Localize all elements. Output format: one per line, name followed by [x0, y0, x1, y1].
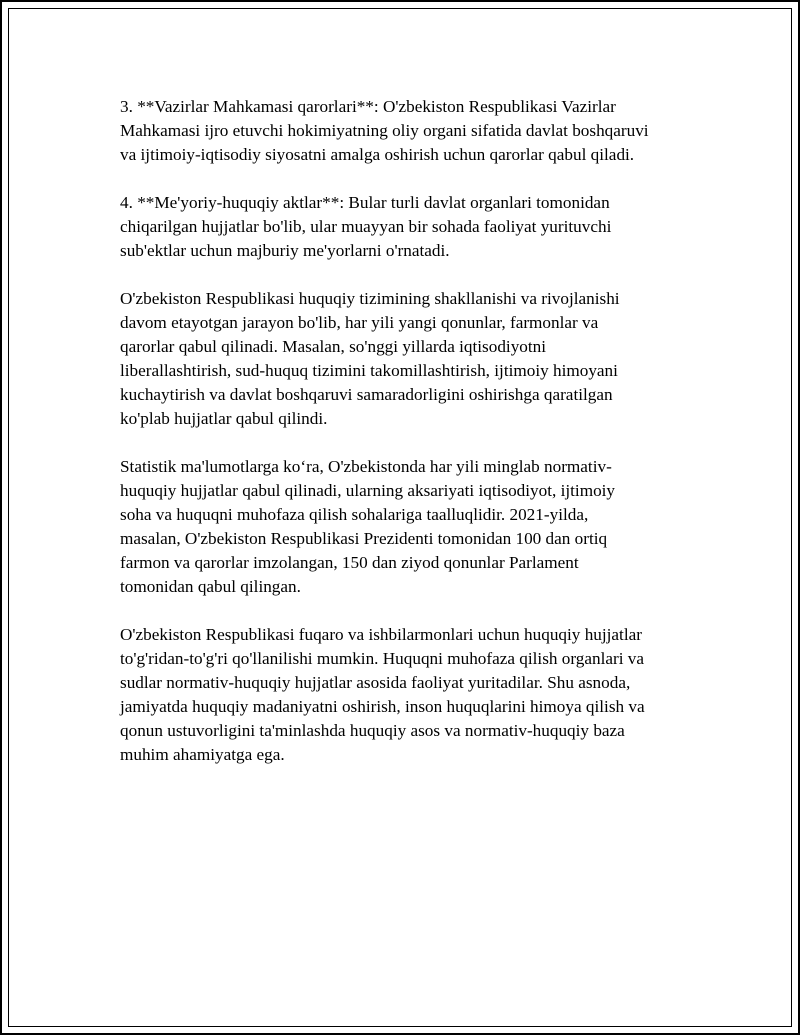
- text-line: tomonidan qabul qilingan.: [120, 577, 301, 596]
- text-line: O'zbekiston Respublikasi huquqiy tizimining shakllanishi va rivojlanishi: [120, 289, 620, 308]
- paragraph-huquqiy-tizim: [120, 287, 690, 431]
- paragraph-meyoriy-huquqiy: [120, 191, 690, 263]
- paragraph-fuqaro: [120, 623, 690, 767]
- text-line: jamiyatda huquqiy madaniyatni oshirish, inson huquqlarini himoya qilish va: [120, 697, 645, 716]
- text-line: muhim ahamiyatga ega.: [120, 745, 285, 764]
- text-line: huquqiy hujjatlar qabul qilinadi, ularning aksariyati iqtisodiyot, ijtimoiy: [120, 481, 616, 500]
- text-line: davom etayotgan jarayon bo'lib, har yili yangi qonunlar, farmonlar va: [120, 313, 599, 332]
- text-line: kuchaytirish va davlat boshqaruvi samaradorligini oshirishga qaratilgan: [120, 385, 613, 404]
- text-line: to'g'ridan-to'g'ri qo'llanilishi mumkin. Huquqni muhofaza qilish organlari va: [120, 649, 645, 668]
- text-line: va ijtimoiy-iqtisodiy siyosatni amalga oshirish uchun qarorlar qabul qiladi.: [120, 145, 635, 164]
- text-line: liberallashtirish, sud-huquq tizimini takomillashtirish, ijtimoiy himoyani: [120, 361, 618, 380]
- text-line: 4. **Me'yoriy-huquqiy aktlar**: Bular turli davlat organlari tomonidan: [120, 193, 610, 212]
- text-line: chiqarilgan hujjatlar bo'lib, ular muayyan bir sohada faoliyat yurituvchi: [120, 217, 612, 236]
- text-line: sub'ektlar uchun majburiy me'yorlarni o'rnatadi.: [120, 241, 450, 260]
- text-line: farmon va qarorlar imzolangan, 150 dan ziyod qonunlar Parlament: [120, 553, 579, 572]
- text-line: Statistik ma'lumotlarga ko‘ra, O'zbekistonda har yili minglab normativ-: [120, 457, 612, 476]
- text-line: ko'plab hujjatlar qabul qilindi.: [120, 409, 328, 428]
- text-line: Mahkamasi ijro etuvchi hokimiyatning oliy organi sifatida davlat boshqaruvi: [120, 121, 649, 140]
- text-line: O'zbekiston Respublikasi fuqaro va ishbilarmonlari uchun huquqiy hujjatlar: [120, 625, 642, 644]
- text-line: sudlar normativ-huquqiy hujjatlar asosida faoliyat yuritadilar. Shu asnoda,: [120, 673, 631, 692]
- text-line: 3. **Vazirlar Mahkamasi qarorlari**: O'zbekiston Respublikasi Vazirlar: [120, 97, 616, 116]
- paragraph-statistik: [120, 455, 690, 599]
- text-line: qonun ustuvorligini ta'minlashda huquqiy asos va normativ-huquqiy baza: [120, 721, 625, 740]
- text-line: masalan, O'zbekiston Respublikasi Prezidenti tomonidan 100 dan ortiq: [120, 529, 608, 548]
- document-body: [120, 95, 690, 791]
- paragraph-vazirlar-mahkamasi: [120, 95, 690, 167]
- text-line: qarorlar qabul qilinadi. Masalan, so'nggi yillarda iqtisodiyotni: [120, 337, 547, 356]
- text-line: soha va huquqni muhofaza qilish sohalariga taalluqlidir. 2021-yilda,: [120, 505, 589, 524]
